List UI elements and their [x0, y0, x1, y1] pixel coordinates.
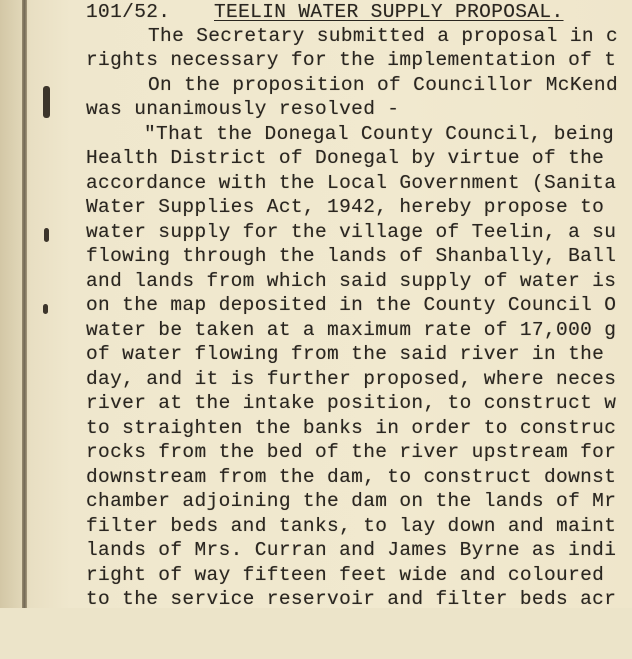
- text-line: was unanimously resolved -: [86, 98, 400, 120]
- text-line: Health District of Donegal by virtue of the: [86, 147, 605, 169]
- text-line: to the service reservoir and filter beds acr: [86, 588, 617, 610]
- punch-hole-mark: [43, 86, 50, 118]
- text-line: day, and it is further proposed, where neces: [86, 368, 617, 390]
- punch-hole-mark: [43, 304, 48, 314]
- text-line: rocks from the bed of the river upstream for: [86, 441, 617, 463]
- text-line: Water Supplies Act, 1942, hereby propose to: [86, 196, 605, 218]
- text-line: water be taken at a maximum rate of 17,000 g: [86, 319, 617, 341]
- text-line: accordance with the Local Government (Sanita: [86, 172, 617, 194]
- punch-hole-mark: [44, 228, 49, 242]
- text-line: "That the Donegal County Council, being: [144, 123, 615, 145]
- text-line: water supply for the village of Teelin, a su: [86, 221, 617, 243]
- minute-header: [86, 0, 564, 24]
- text-line: downstream from the dam, to construct downst: [86, 466, 617, 488]
- binding-edge: [22, 0, 27, 608]
- minute-number: 101/52.: [86, 1, 171, 23]
- text-line: of water flowing from the said river in the: [86, 343, 605, 365]
- text-line: filter beds and tanks, to lay down and maint: [86, 515, 617, 537]
- text-line: On the proposition of Councillor McKend: [148, 74, 619, 96]
- text-line: lands of Mrs. Curran and James Byrne as indi: [86, 539, 617, 561]
- text-line: rights necessary for the implementation of t: [86, 49, 617, 71]
- text-line: The Secretary submitted a proposal in c: [148, 25, 619, 47]
- text-line: on the map deposited in the County Council O: [86, 294, 617, 316]
- minute-heading: TEELIN WATER SUPPLY PROPOSAL.: [214, 1, 564, 23]
- minute-text: [86, 0, 632, 659]
- text-line: to straighten the banks in order to construc: [86, 417, 617, 439]
- text-line: chamber adjoining the dam on the lands of Mr: [86, 490, 617, 512]
- text-line: flowing through the lands of Shanbally, Ball: [86, 245, 617, 267]
- text-line: river at the intake position, to construct w: [86, 392, 617, 414]
- text-line: and lands from which said supply of water is: [86, 270, 617, 292]
- text-line: right of way fifteen feet wide and coloured: [86, 564, 605, 586]
